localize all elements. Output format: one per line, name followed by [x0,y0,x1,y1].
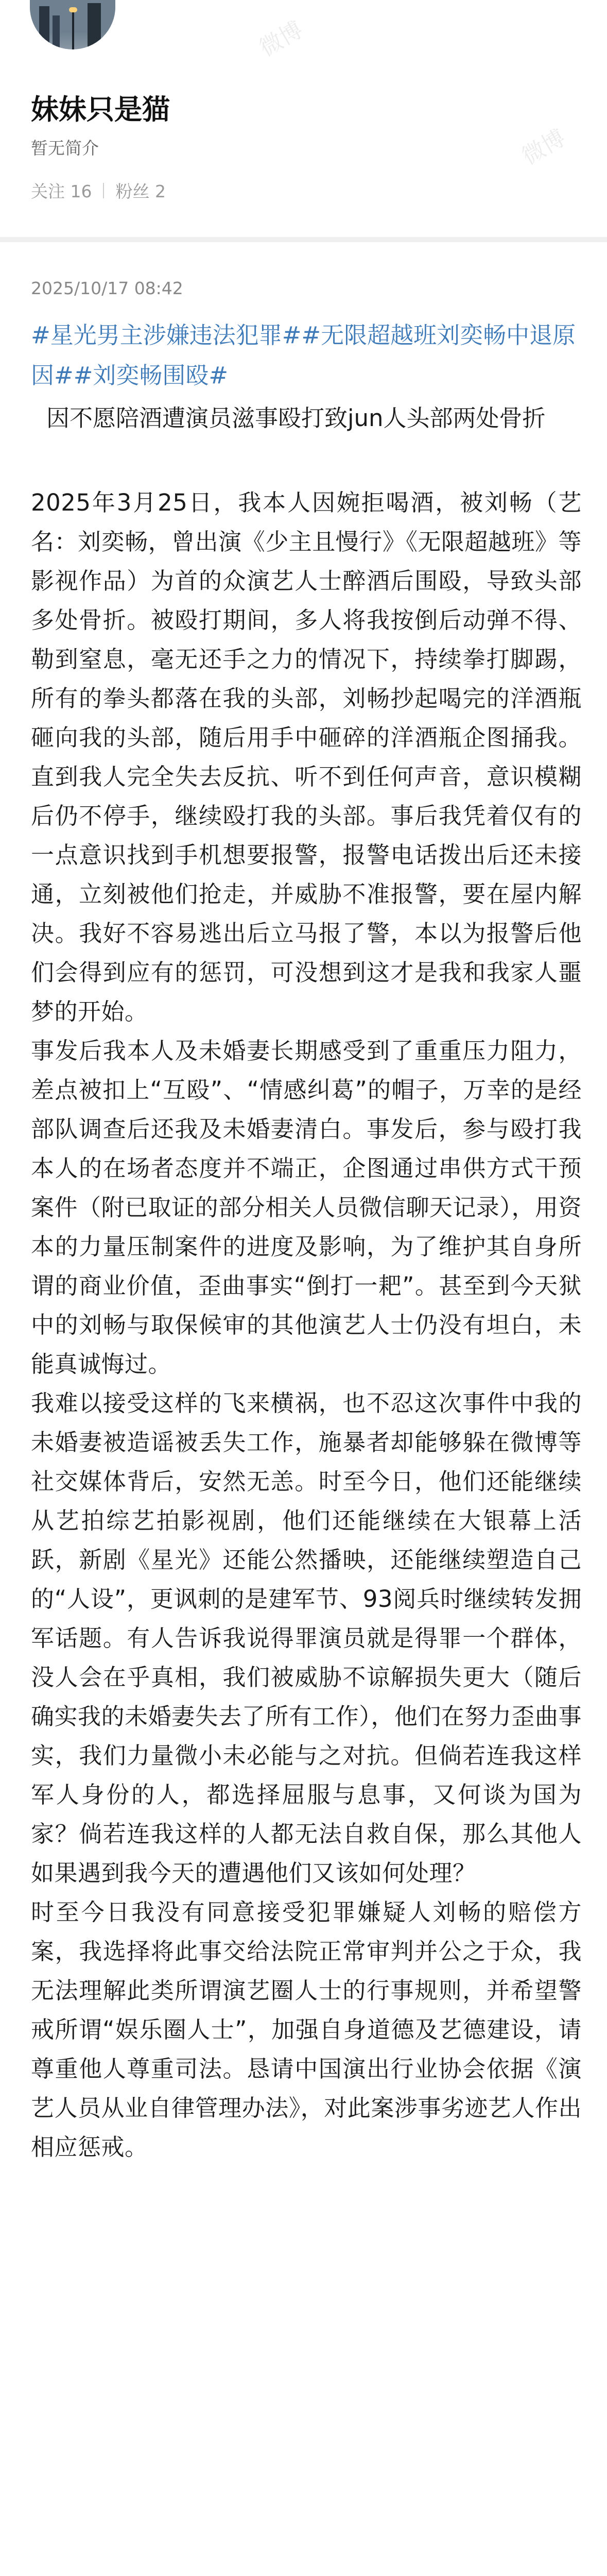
following-count[interactable]: 关注 16 [31,181,92,201]
followers-count[interactable]: 粉丝 2 [115,181,166,201]
avatar-building [53,15,60,49]
avatar-building [88,3,101,49]
profile-stats [31,178,166,202]
section-divider [0,237,607,242]
post-hashtags[interactable]: #星光男主涉嫌违法犯罪##无限超越班刘奕畅中退原因##刘奕畅围殴# [31,321,576,389]
post-body [31,315,582,2167]
avatar-lamp-post [72,9,74,49]
stats-divider [103,183,104,198]
post-date: 2025/10/17 08:42 [31,278,183,298]
avatar-lamp-light [69,7,77,12]
profile-name[interactable]: 妹妹只是猫 [31,93,170,126]
weibo-watermark: 微博 [255,16,308,62]
profile-bio: 暂无简介 [31,138,99,158]
post-paragraph: 我难以接受这样的飞来横祸，也不忍这次事件中我的未婚妻被造谣被丢失工作，施暴者却能够躲在微博等社交媒体背后，安然无恙。时至今日，他们还能继续从艺拍综艺拍影视剧，他们还能继续在大银幕上活跃，新剧《星光》还能公然播映，还能继续塑造自己的“人设”，更讽刺的是建军节、93阅兵时继续转发拥军话题。有人告诉我说得罪演员就是得罪一个群体，没人会在乎真相，我们被威胁不谅解损失更大（随后确实我的未婚妻失去了所有工作），他们在努力歪曲事实，我们力量微小未必能与之对抗。但倘若连我这样军人身份的人，都选择屈服与息事，又何谈为国为家？倘若连我这样的人都无法自救自保，那么其他人如果遇到我今天的遭遇他们又该如何处理？ [31,1389,582,1887]
post-subtitle: 因不愿陪酒遭演员滋事殴打致jun人头部两处骨折 [46,404,546,432]
post-paragraph: 事发后我本人及未婚妻长期感受到了重重压力阻力，差点被扣上“互殴”、“情感纠葛”的帽子，万幸的是经部队调查后还我及未婚妻清白。事发后，参与殴打我本人的在场者态度并不端正，企图通过串供方式干预案件（附已取证的部分相关人员微信聊天记录），用资本的力量压制案件的进度及影响，为了维护其自身所谓的商业价值，歪曲事实“倒打一耙”。甚至到今天狱中的刘畅与取保候审的其他演艺人士仍没有坦白，未能真诚悔过。 [31,1037,582,1378]
profile-header [0,0,607,289]
avatar[interactable] [30,0,115,49]
avatar-building [39,6,49,49]
weibo-watermark: 微博 [517,124,570,170]
post-paragraph: 时至今日我没有同意接受犯罪嫌疑人刘畅的赔偿方案，我选择将此事交给法院正常审判并公之于众，我无法理解此类所谓演艺圈人士的行事规则，并希望警戒所谓“娱乐圈人士”，加强自身道德及艺德建设，请尊重他人尊重司法。恳请中国演出行业协会依据《演艺人员从业自律管理办法》，对此案涉事劣迹艺人作出相应惩戒。 [31,1899,582,2161]
post-paragraph: 2025年3月25日，我本人因婉拒喝酒，被刘畅（艺名：刘奕畅，曾出演《少主且慢行》《无限超越班》等影视作品）为首的众演艺人士醉酒后围殴，导致头部多处骨折。被殴打期间，多人将我按倒后动弹不得、勒到窒息，毫无还手之力的情况下，持续拳打脚踢，所有的拳头都落在我的头部，刘畅抄起喝完的洋酒瓶砸向我的头部，随后用手中砸碎的洋酒瓶企图捅我。直到我人完全失去反抗、听不到任何声音，意识模糊后仍不停手，继续殴打我的头部。事后我凭着仅有的一点意识找到手机想要报警，报警电话拨出后还未接通，立刻被他们抢走，并威胁不准报警，要在屋内解决。我好不容易逃出后立马报了警，本以为报警后他们会得到应有的惩罚，可没想到这才是我和我家人噩梦的开始。 [31,489,582,1025]
